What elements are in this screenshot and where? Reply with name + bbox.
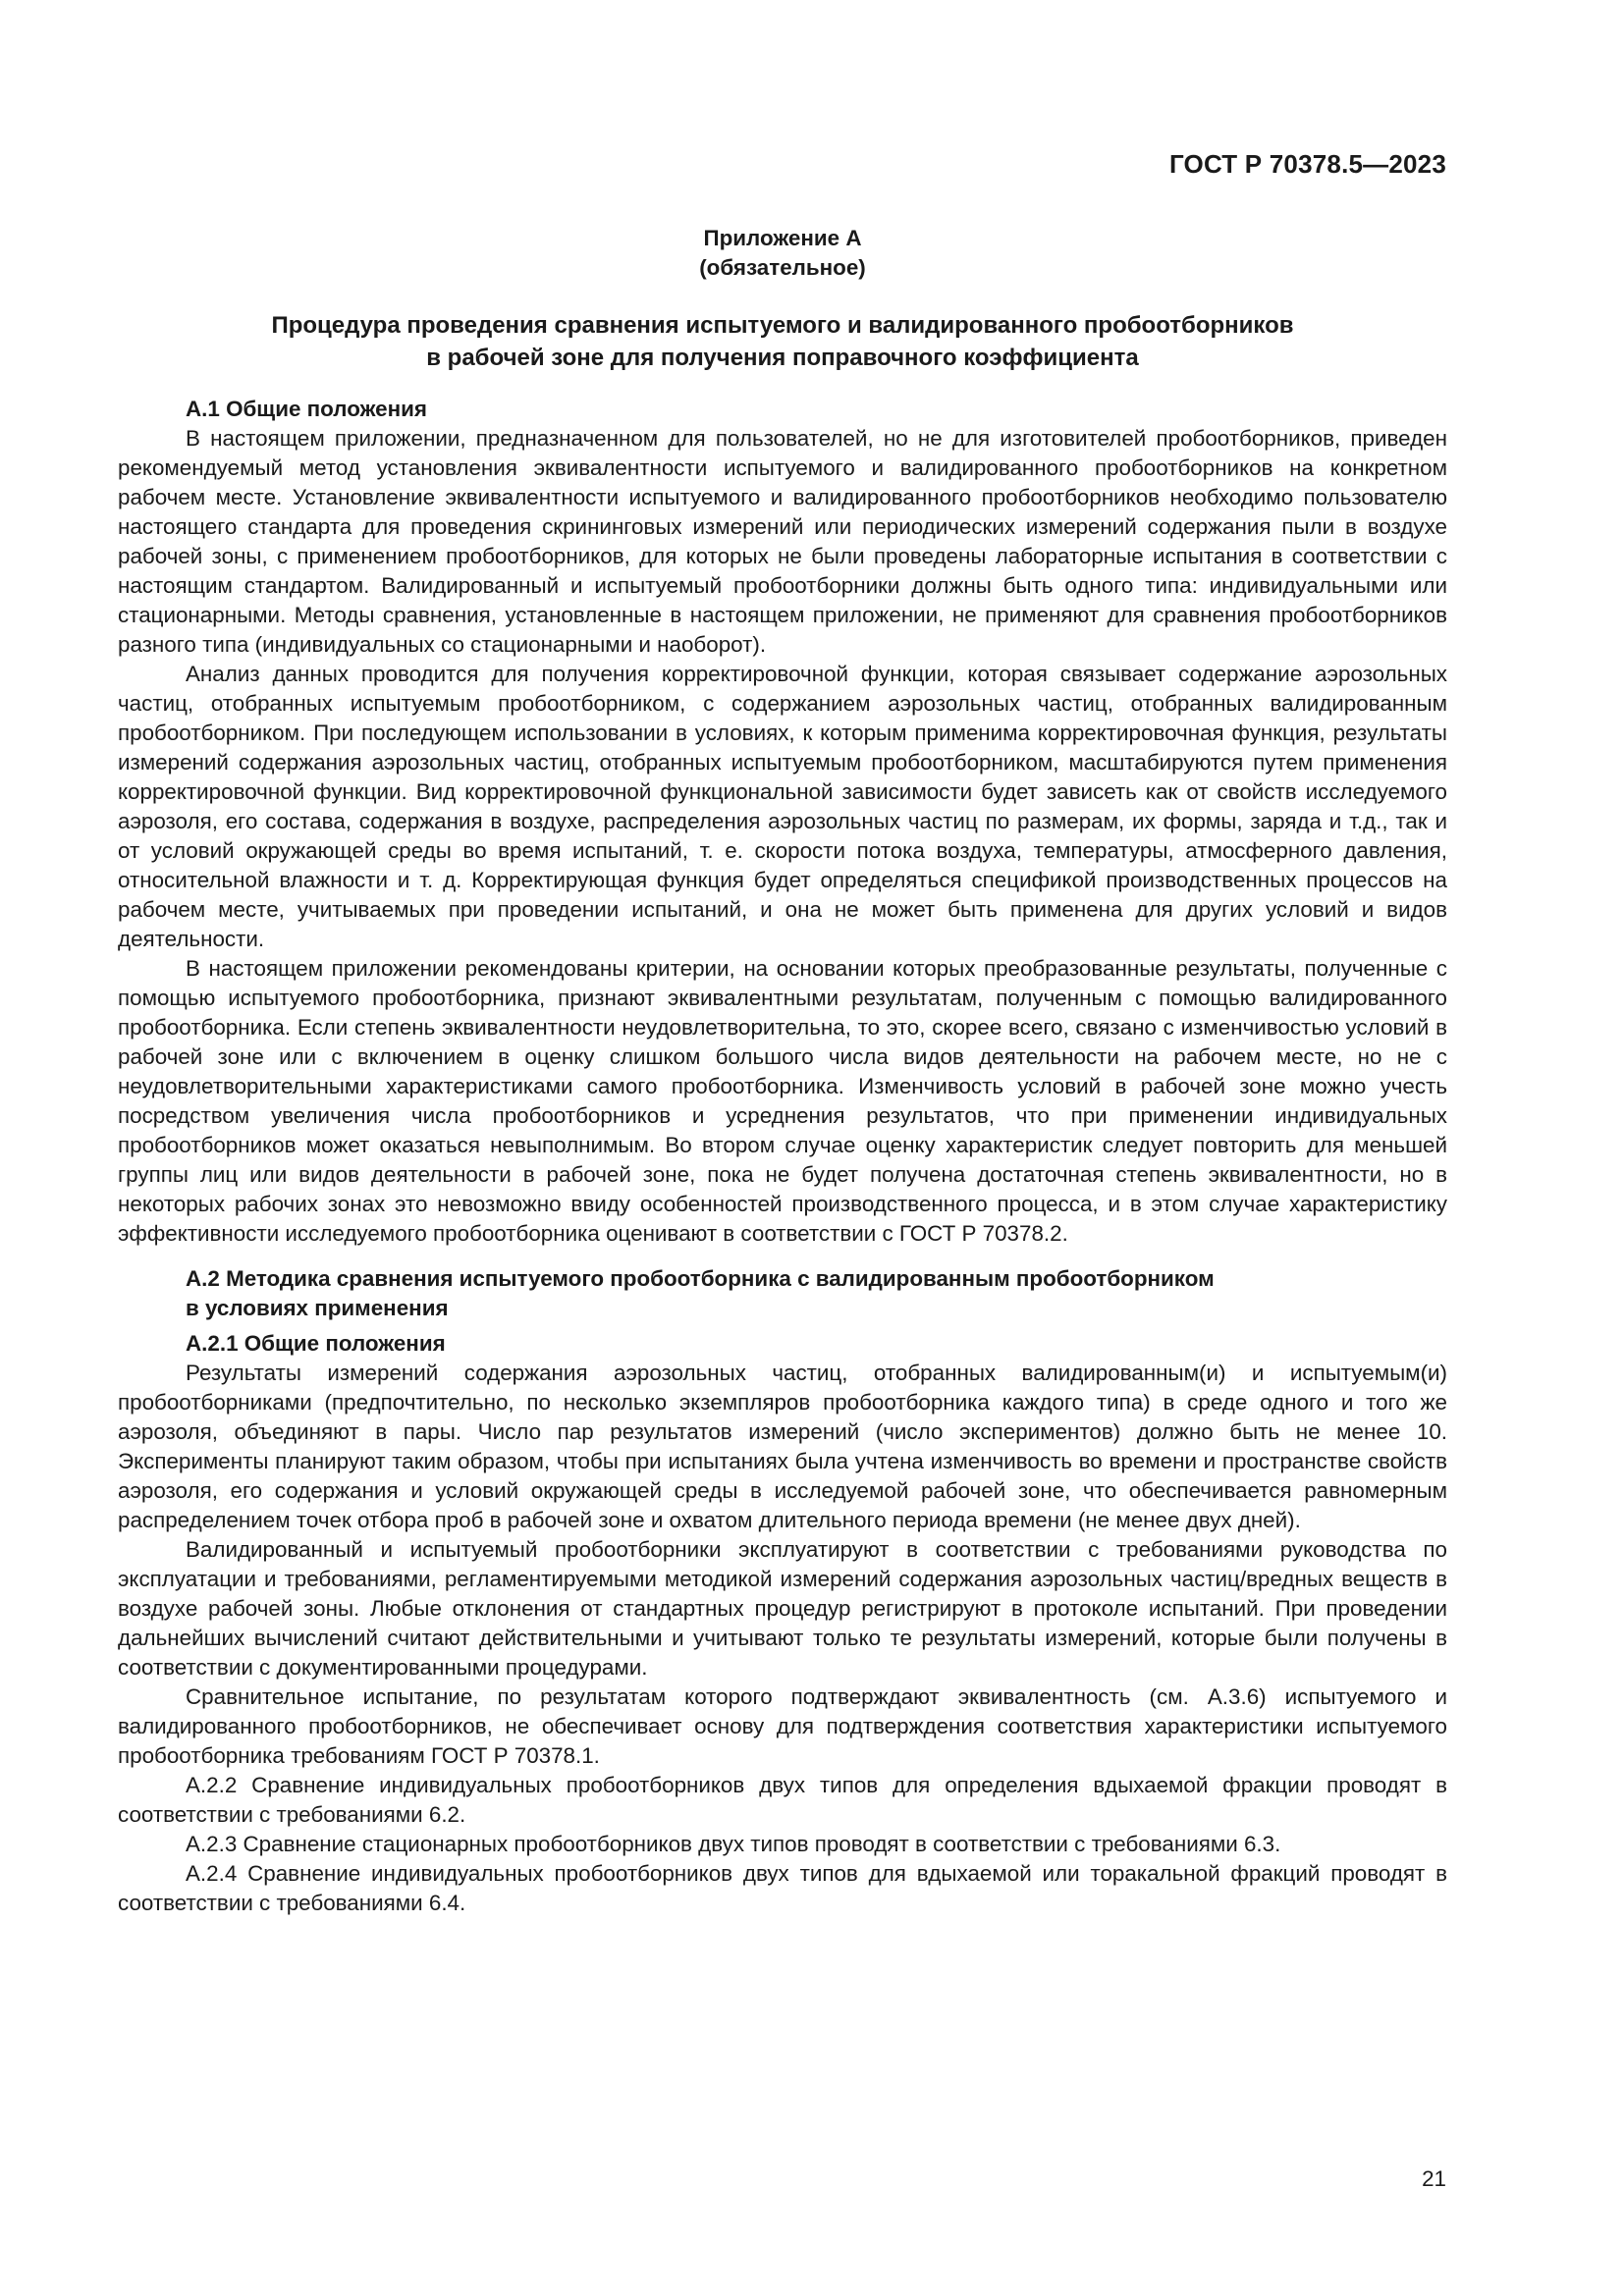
- section-a23-paragraph: А.2.3 Сравнение стационарных пробоотборников двух типов проводят в соответствии с требованиями 6.3.: [186, 1832, 1281, 1856]
- annex-title-line-1: Процедура проведения сравнения испытуемого и валидированного пробоотборников: [271, 312, 1294, 339]
- section-a2-heading: [118, 1264, 1447, 1323]
- section-a22-paragraph: А.2.2 Сравнение индивидуальных пробоотборников двух типов для определения вдыхаемой фракции проводят в соответствии с требованиями 6.2.: [118, 1773, 1447, 1827]
- document-code: ГОСТ Р 70378.5—2023: [1168, 149, 1446, 179]
- section-a1-heading: А.1 Общие положения: [186, 397, 427, 421]
- annex-title: [118, 309, 1447, 374]
- section-a1-paragraph-1: В настоящем приложении, предназначенном для пользователей, но не для изготовителей пробоотборников, приведен рекомендуемый метод установления эквивалентности испытуемого и валидированного пробоотборников на конкретном рабочем месте. Установление эквивалентности испытуемого и валидированного пробоотборников необходимо пользователю настоящего стандарта для проведения скрининговых измерений или периодических измерений содержания пыли в воздухе рабочей зоны, с применением пробоотборников, для которых не были проведены лабораторные испытания в соответствии с настоящим стандартом. Валидированный и испытуемый пробоотборники должны быть одного типа: индивидуальными или стационарными. Методы сравнения, установленные в настоящем приложении, не применяют для сравнения пробоотборников разного типа (индивидуальных со стационарными и наоборот).: [118, 426, 1447, 657]
- annex-status: (обязательное): [699, 255, 866, 280]
- page-content: [118, 224, 1447, 1918]
- section-a1-paragraph-3: В настоящем приложении рекомендованы критерии, на основании которых преобразованные результаты, полученные с помощью испытуемого пробоотборника, признают эквивалентными результатам, полученным с помощью валидированного пробоотборника. Если степень эквивалентности неудовлетворительна, то это, скорее всего, связано с изменчивостью условий в рабочей зоне или с включением в оценку слишком большого числа видов деятельности на рабочем месте, но не с неудовлетворительными характеристиками самого пробоотборника. Изменчивость условий в рабочей зоне можно учесть посредством увеличения числа пробоотборников и усреднения результатов, что при применении индивидуальных пробоотборников может оказаться невыполнимым. Во втором случае оценку характеристик следует повторить для меньшей группы лиц или видов деятельности в рабочей зоне, пока не будет получена достаточная степень эквивалентности, но в некоторых рабочих зонах это невозможно ввиду особенностей производственного процесса, и в этом случае характеристику эффективности исследуемого пробоотборника оценивают в соответствии с ГОСТ Р 70378.2.: [118, 956, 1447, 1246]
- section-a24-paragraph: А.2.4 Сравнение индивидуальных пробоотборников двух типов для вдыхаемой или торакальной фракций проводят в соответствии с требованиями 6.4.: [118, 1861, 1447, 1915]
- annex-label: Приложение А: [703, 226, 862, 250]
- section-a21-paragraph-3: Сравнительное испытание, по результатам которого подтверждают эквивалентность (см. А.3.6) испытуемого и валидированного пробоотборников, не обеспечивает основу для подтверждения соответствия характеристики испытуемого пробоотборника требованиям ГОСТ Р 70378.1.: [118, 1684, 1447, 1768]
- page-number: 21: [1422, 2166, 1446, 2191]
- section-a2-heading-line-2: в условиях применения: [186, 1296, 449, 1320]
- section-a21-heading: А.2.1 Общие положения: [186, 1331, 446, 1356]
- section-a1-paragraph-2: Анализ данных проводится для получения корректировочной функции, которая связывает содержание аэрозольных частиц, отобранных испытуемым пробоотборником, с содержанием аэрозольных частиц, отобранных валидированным пробоотборником. При последующем использовании в условиях, к которым применима корректировочная функция, результаты измерений содержания аэрозольных частиц, отобранных испытуемым пробоотборником, масштабируются путем применения корректировочной функции. Вид корректировочной функциональной зависимости будет зависеть как от свойств исследуемого аэрозоля, его состава, содержания в воздухе, распределения аэрозольных частиц по размерам, их формы, заряда и т.д., так и от условий окружающей среды во время испытаний, т. е. скорости потока воздуха, температуры, атмосферного давления, относительной влажности и т. д. Корректирующая функция будет определяться спецификой производственных процессов на рабочем месте, учитываемых при проведении испытаний, и она не может быть применена для других условий и видов деятельности.: [118, 662, 1447, 951]
- section-a21-paragraph-1: Результаты измерений содержания аэрозольных частиц, отобранных валидированным(и) и испытуемым(и) пробоотборниками (предпочтительно, по несколько экземпляров пробоотборника каждого типа) в среде одного и того же аэрозоля, объединяют в пары. Число пар результатов измерений (число экспериментов) должно быть не менее 10. Эксперименты планируют таким образом, чтобы при испытаниях была учтена изменчивость во времени и пространстве свойств аэрозоля, его содержания и условий окружающей среды в исследуемой рабочей зоне, что обеспечивается равномерным распределением точек отбора проб в рабочей зоне и охватом длительного периода времени (не менее двух дней).: [118, 1361, 1447, 1532]
- annex-title-line-2: в рабочей зоне для получения поправочного коэффициента: [426, 345, 1139, 371]
- section-a2-heading-line-1: А.2 Методика сравнения испытуемого пробоотборника с валидированным пробоотборником: [186, 1266, 1215, 1291]
- section-a21-paragraph-2: Валидированный и испытуемый пробоотборники эксплуатируют в соответствии с требованиями руководства по эксплуатации и требованиями, регламентируемыми методикой измерений содержания аэрозольных частиц/вредных веществ в воздухе рабочей зоны. Любые отклонения от стандартных процедур регистрируют в протоколе испытаний. При проведении дальнейших вычислений считают действительными и учитывают только те результаты измерений, которые были получены в соответствии с документированными процедурами.: [118, 1537, 1447, 1680]
